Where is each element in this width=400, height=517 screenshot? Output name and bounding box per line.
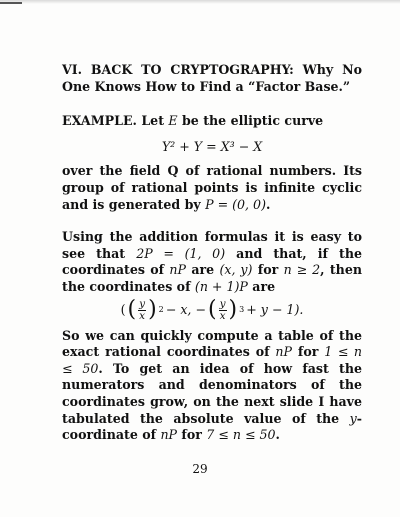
- formula-open: (: [120, 301, 126, 317]
- para3-math-range2: 7 ≤ n ≤ 50: [206, 427, 276, 443]
- formula-mid: − x, −: [165, 301, 206, 317]
- section-heading: [62, 62, 362, 95]
- para2-text-f: are: [252, 278, 276, 294]
- coordinate-formula: [62, 299, 362, 322]
- para3-text-f: .: [275, 427, 280, 443]
- para3-math-range: 1 ≤ n ≤ 50: [62, 344, 362, 376]
- para2-math-n1p: (n + 1)P: [194, 278, 248, 294]
- formula-frac1-num: y: [139, 297, 146, 310]
- formula-fraction-1: [138, 299, 146, 322]
- page-number: 29: [192, 462, 208, 476]
- para2-math-xy: (x, y): [219, 262, 253, 278]
- formula-end: + y − 1).: [246, 301, 304, 317]
- para3-math-np2: nP: [160, 427, 178, 443]
- para2-text-c: are: [191, 262, 215, 278]
- para3-text-e: for: [181, 427, 202, 443]
- para3-text-d: -coordinate of: [62, 410, 362, 443]
- para2-text-e: , then the coordinates of: [62, 262, 362, 294]
- scan-edge: [0, 0, 400, 4]
- formula-frac1-den: x: [139, 309, 146, 322]
- formula-paren-right-2: ): [228, 297, 238, 323]
- scan-mark: [0, 2, 22, 4]
- para3-text-c: . To get an idea of how fast the numerators and denominators of the coordinates grow, on the next slide I have tabulated the absolute value of the: [62, 360, 362, 426]
- section-heading-text: VI. BACK TO CRYPTOGRAPHY: Why No One Knows How to Find a “Factor Base.”: [62, 62, 362, 94]
- slide-content: [62, 62, 362, 444]
- para2-text-b: and that, if the coordinates of: [62, 245, 362, 278]
- para1-math-p: P = (0, 0): [205, 196, 266, 212]
- curve-equation-text: Y² + Y = X³ − X: [161, 138, 263, 154]
- para3-text-b: for: [297, 344, 319, 360]
- para3-text-a: So we can quickly compute a table of the exact rational coordinates of: [62, 327, 362, 360]
- paragraph-addition: [62, 229, 362, 295]
- formula-frac2-den: x: [219, 309, 226, 322]
- formula-fraction-2: [219, 299, 227, 322]
- para2-math-2p: 2P = (1, 0): [136, 245, 226, 261]
- formula-exp3: 3: [239, 304, 245, 314]
- formula-frac2-num: y: [219, 297, 226, 310]
- para1-text-end: .: [265, 196, 271, 212]
- para2-math-np: nP: [169, 262, 186, 278]
- paragraph-group: [62, 163, 362, 213]
- formula-paren-right-1: ): [148, 297, 157, 323]
- formula-exp2: 2: [158, 304, 164, 314]
- example-intro-text: EXAMPLE. Let: [62, 113, 165, 129]
- para2-text-d: for: [257, 262, 279, 278]
- para2-text-a: Using the addition formulas it is easy to see that: [62, 229, 362, 261]
- para3-math-y: y: [349, 410, 357, 426]
- paragraph-table: [62, 328, 362, 444]
- curve-equation: [62, 139, 362, 156]
- example-intro: [62, 113, 362, 130]
- example-var-e: E: [168, 113, 178, 129]
- para2-math-n2: n ≥ 2: [283, 262, 321, 278]
- para1-text-a: over the field Q of rational numbers. Its group of rational points is infinite cyclic and is generated by: [62, 163, 362, 212]
- para3-math-np: nP: [275, 344, 293, 360]
- formula-paren-left-2: (: [207, 297, 217, 323]
- formula-paren-left-1: (: [127, 297, 137, 323]
- example-intro-end: be the elliptic curve: [182, 113, 324, 129]
